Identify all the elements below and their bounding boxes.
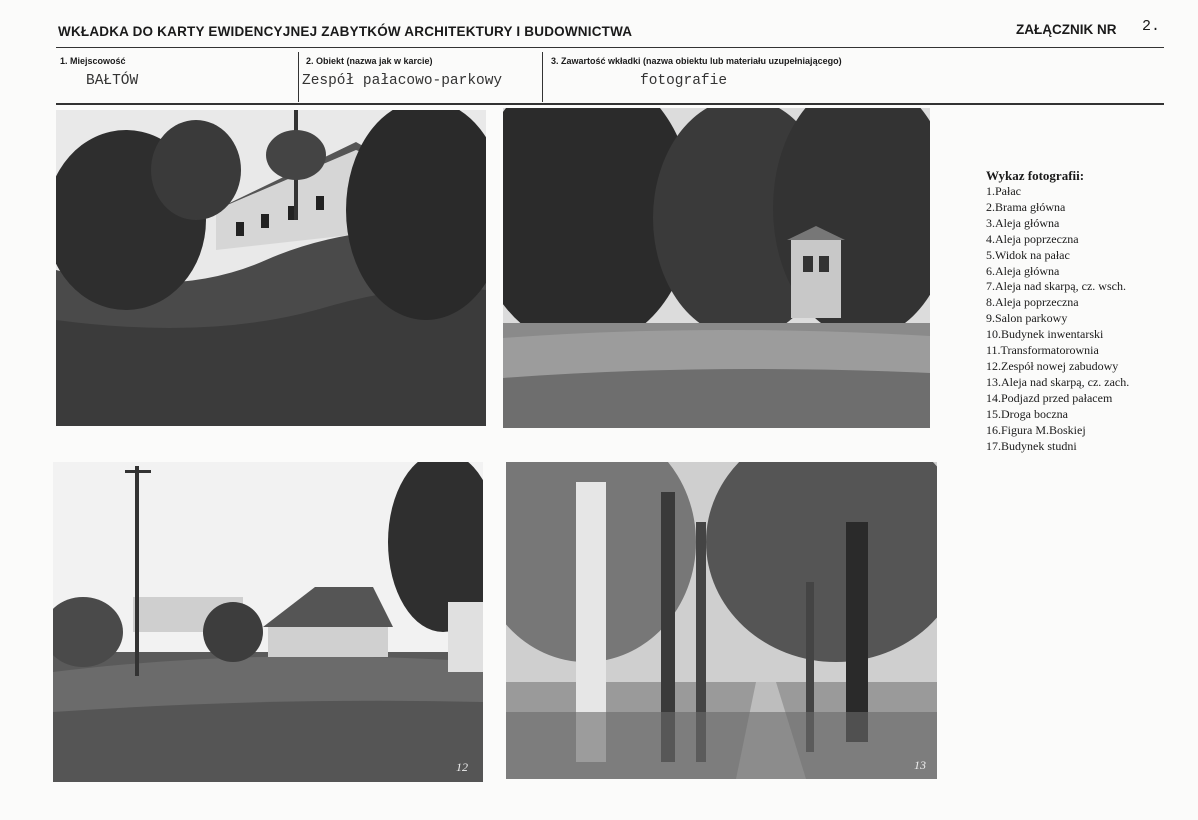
list-item: 4.Aleja poprzeczna [986,231,1079,246]
annex-label: ZAŁĄCZNIK NR [1016,22,1117,37]
photo-palace-on-hill [56,110,486,426]
list-item: 13.Aleja nad skarpą, cz. zach. [986,374,1130,389]
photo-list-title: Wykaz fotografii: [986,168,1085,183]
field-label-locality: 1. Miejscowość [60,56,126,66]
list-item: 6.Aleja główna [986,263,1060,278]
list-item: 16.Figura M.Boskiej [986,422,1086,437]
field-label-object: 2. Obiekt (nazwa jak w karcie) [306,56,433,66]
field-separator-2 [542,52,543,102]
header-rule-bottom [56,103,1164,105]
list-item: 8.Aleja poprzeczna [986,295,1079,310]
field-separator-1 [298,52,299,102]
list-item: 2.Brama główna [986,199,1066,214]
list-item: 1.Pałac [986,184,1021,198]
field-label-contents: 3. Zawartość wkładki (nazwa obiektu lub materiału uzupełniającego) [551,56,842,66]
list-item: 10.Budynek inwentarski [986,327,1104,342]
photo-list [986,184,1129,454]
photo-number-12: 12 [456,760,468,774]
list-item: 3.Aleja główna [986,215,1060,230]
field-value-object: Zespół pałacowo-parkowy [302,73,503,89]
sheet-title: WKŁADKA DO KARTY EWIDENCYJNEJ ZABYTKÓW ARCHITEKTURY I BUDOWNICTWA [58,24,633,39]
photo-number-13: 13 [914,758,926,772]
list-item: 12.Zespół nowej zabudowy [986,358,1119,373]
photo-houses-pole [53,462,483,782]
header-rule-top [56,47,1164,48]
photo-tree-alley [506,462,937,779]
list-item: 7.Aleja nad skarpą, cz. wsch. [986,279,1126,294]
photo-park-chapel [503,108,930,428]
list-item: 9.Salon parkowy [986,311,1068,326]
list-item: 17.Budynek studni [986,438,1077,453]
annex-number: 2. [1142,18,1161,35]
list-item: 14.Podjazd przed pałacem [986,390,1113,405]
list-item: 15.Droga boczna [986,406,1068,421]
list-item: 5.Widok na pałac [986,247,1070,262]
field-value-locality: BAŁTÓW [86,73,139,89]
list-item: 11.Transformatorownia [986,343,1099,358]
field-value-contents: fotografie [640,73,728,89]
